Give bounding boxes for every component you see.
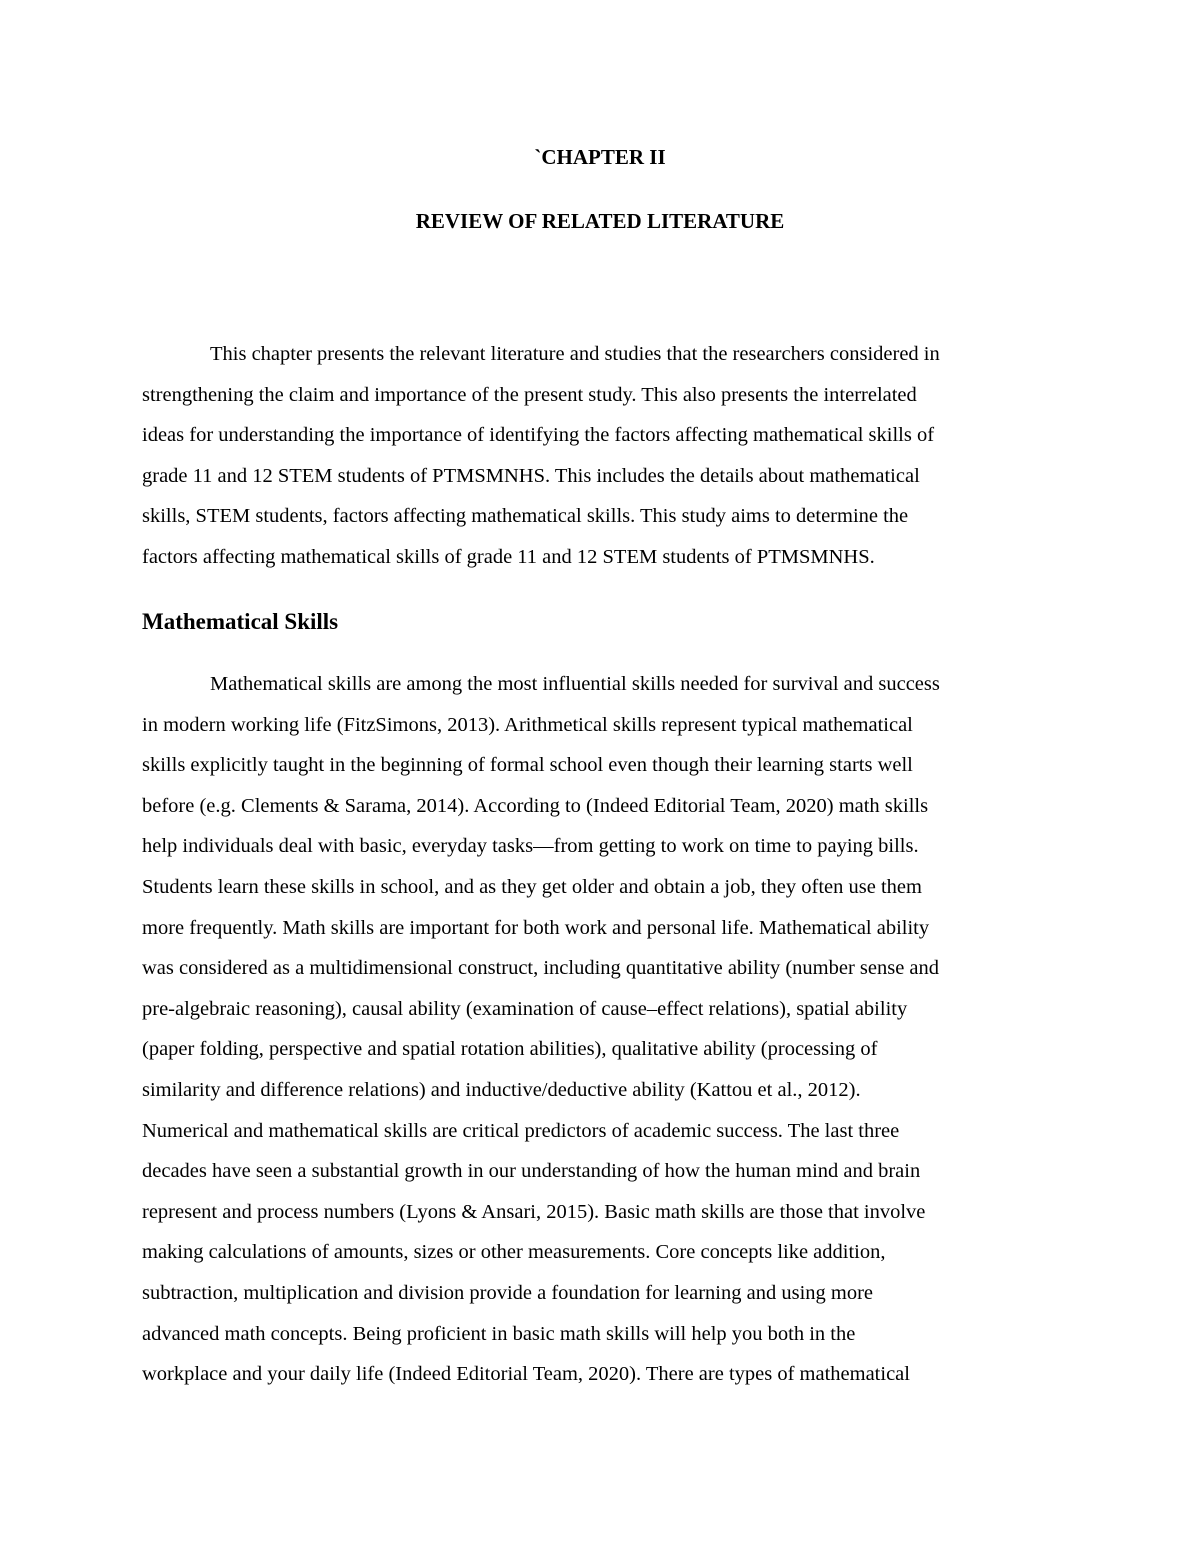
paragraph-line: Students learn these skills in school, and as they get older and obtain a job, they often use them bbox=[142, 875, 922, 898]
paragraph-line: Numerical and mathematical skills are critical predictors of academic success. The last three bbox=[142, 1119, 900, 1142]
paragraph-line: grade 11 and 12 STEM students of PTMSMNHS. This includes the details about mathematical bbox=[142, 464, 920, 487]
paragraph-line: (paper folding, perspective and spatial rotation abilities), qualitative ability (processing of bbox=[142, 1038, 878, 1061]
paragraph-line: factors affecting mathematical skills of grade 11 and 12 STEM students of PTMSMNHS. bbox=[142, 545, 875, 568]
paragraph-line: ideas for understanding the importance of identifying the factors affecting mathematical skills of bbox=[142, 424, 935, 447]
intro-paragraph bbox=[142, 334, 1060, 578]
paragraph-line: before (e.g. Clements & Sarama, 2014). According to (Indeed Editorial Team, 2020) math skills bbox=[142, 794, 929, 817]
paragraph-line: represent and process numbers (Lyons & Ansari, 2015). Basic math skills are those that involve bbox=[142, 1200, 926, 1223]
paragraph-line: pre-algebraic reasoning), causal ability (examination of cause–effect relations), spatial ability bbox=[142, 997, 908, 1020]
section-heading: Mathematical Skills bbox=[142, 609, 339, 634]
paragraph-line: Mathematical skills are among the most influential skills needed for survival and success bbox=[210, 673, 940, 695]
chapter-label: `CHAPTER II bbox=[534, 145, 666, 169]
paragraph-line: decades have seen a substantial growth in our understanding of how the human mind and brain bbox=[142, 1160, 921, 1183]
chapter-title: REVIEW OF RELATED LITERATURE bbox=[415, 209, 785, 233]
paragraph-line: was considered as a multidimensional construct, including quantitative ability (number sense and bbox=[142, 957, 940, 980]
paragraph-line: similarity and difference relations) and inductive/deductive ability (Kattou et al., 2012). bbox=[142, 1078, 861, 1101]
paragraph-line: skills explicitly taught in the beginning of formal school even though their learning starts well bbox=[142, 754, 913, 777]
mathematical-skills-paragraph bbox=[142, 664, 1060, 1395]
paragraph-line: workplace and your daily life (Indeed Editorial Team, 2020). There are types of mathematical bbox=[142, 1363, 910, 1386]
paragraph-line: in modern working life (FitzSimons, 2013). Arithmetical skills represent typical mathematical bbox=[142, 713, 913, 736]
paragraph-line: strengthening the claim and importance of the present study. This also presents the interrelated bbox=[142, 383, 917, 406]
paragraph-line: skills, STEM students, factors affecting mathematical skills. This study aims to determine the bbox=[142, 505, 909, 528]
paragraph-line: help individuals deal with basic, everyday tasks—from getting to work on time to paying bills. bbox=[142, 835, 919, 858]
paragraph-line: This chapter presents the relevant literature and studies that the researchers considered in bbox=[210, 343, 940, 365]
paragraph-line: subtraction, multiplication and division provide a foundation for learning and using more bbox=[142, 1281, 874, 1304]
paragraph-line: more frequently. Math skills are important for both work and personal life. Mathematical ability bbox=[142, 916, 930, 939]
paragraph-line: advanced math concepts. Being proficient in basic math skills will help you both in the bbox=[142, 1322, 856, 1345]
paragraph-line: making calculations of amounts, sizes or other measurements. Core concepts like addition, bbox=[142, 1241, 886, 1264]
